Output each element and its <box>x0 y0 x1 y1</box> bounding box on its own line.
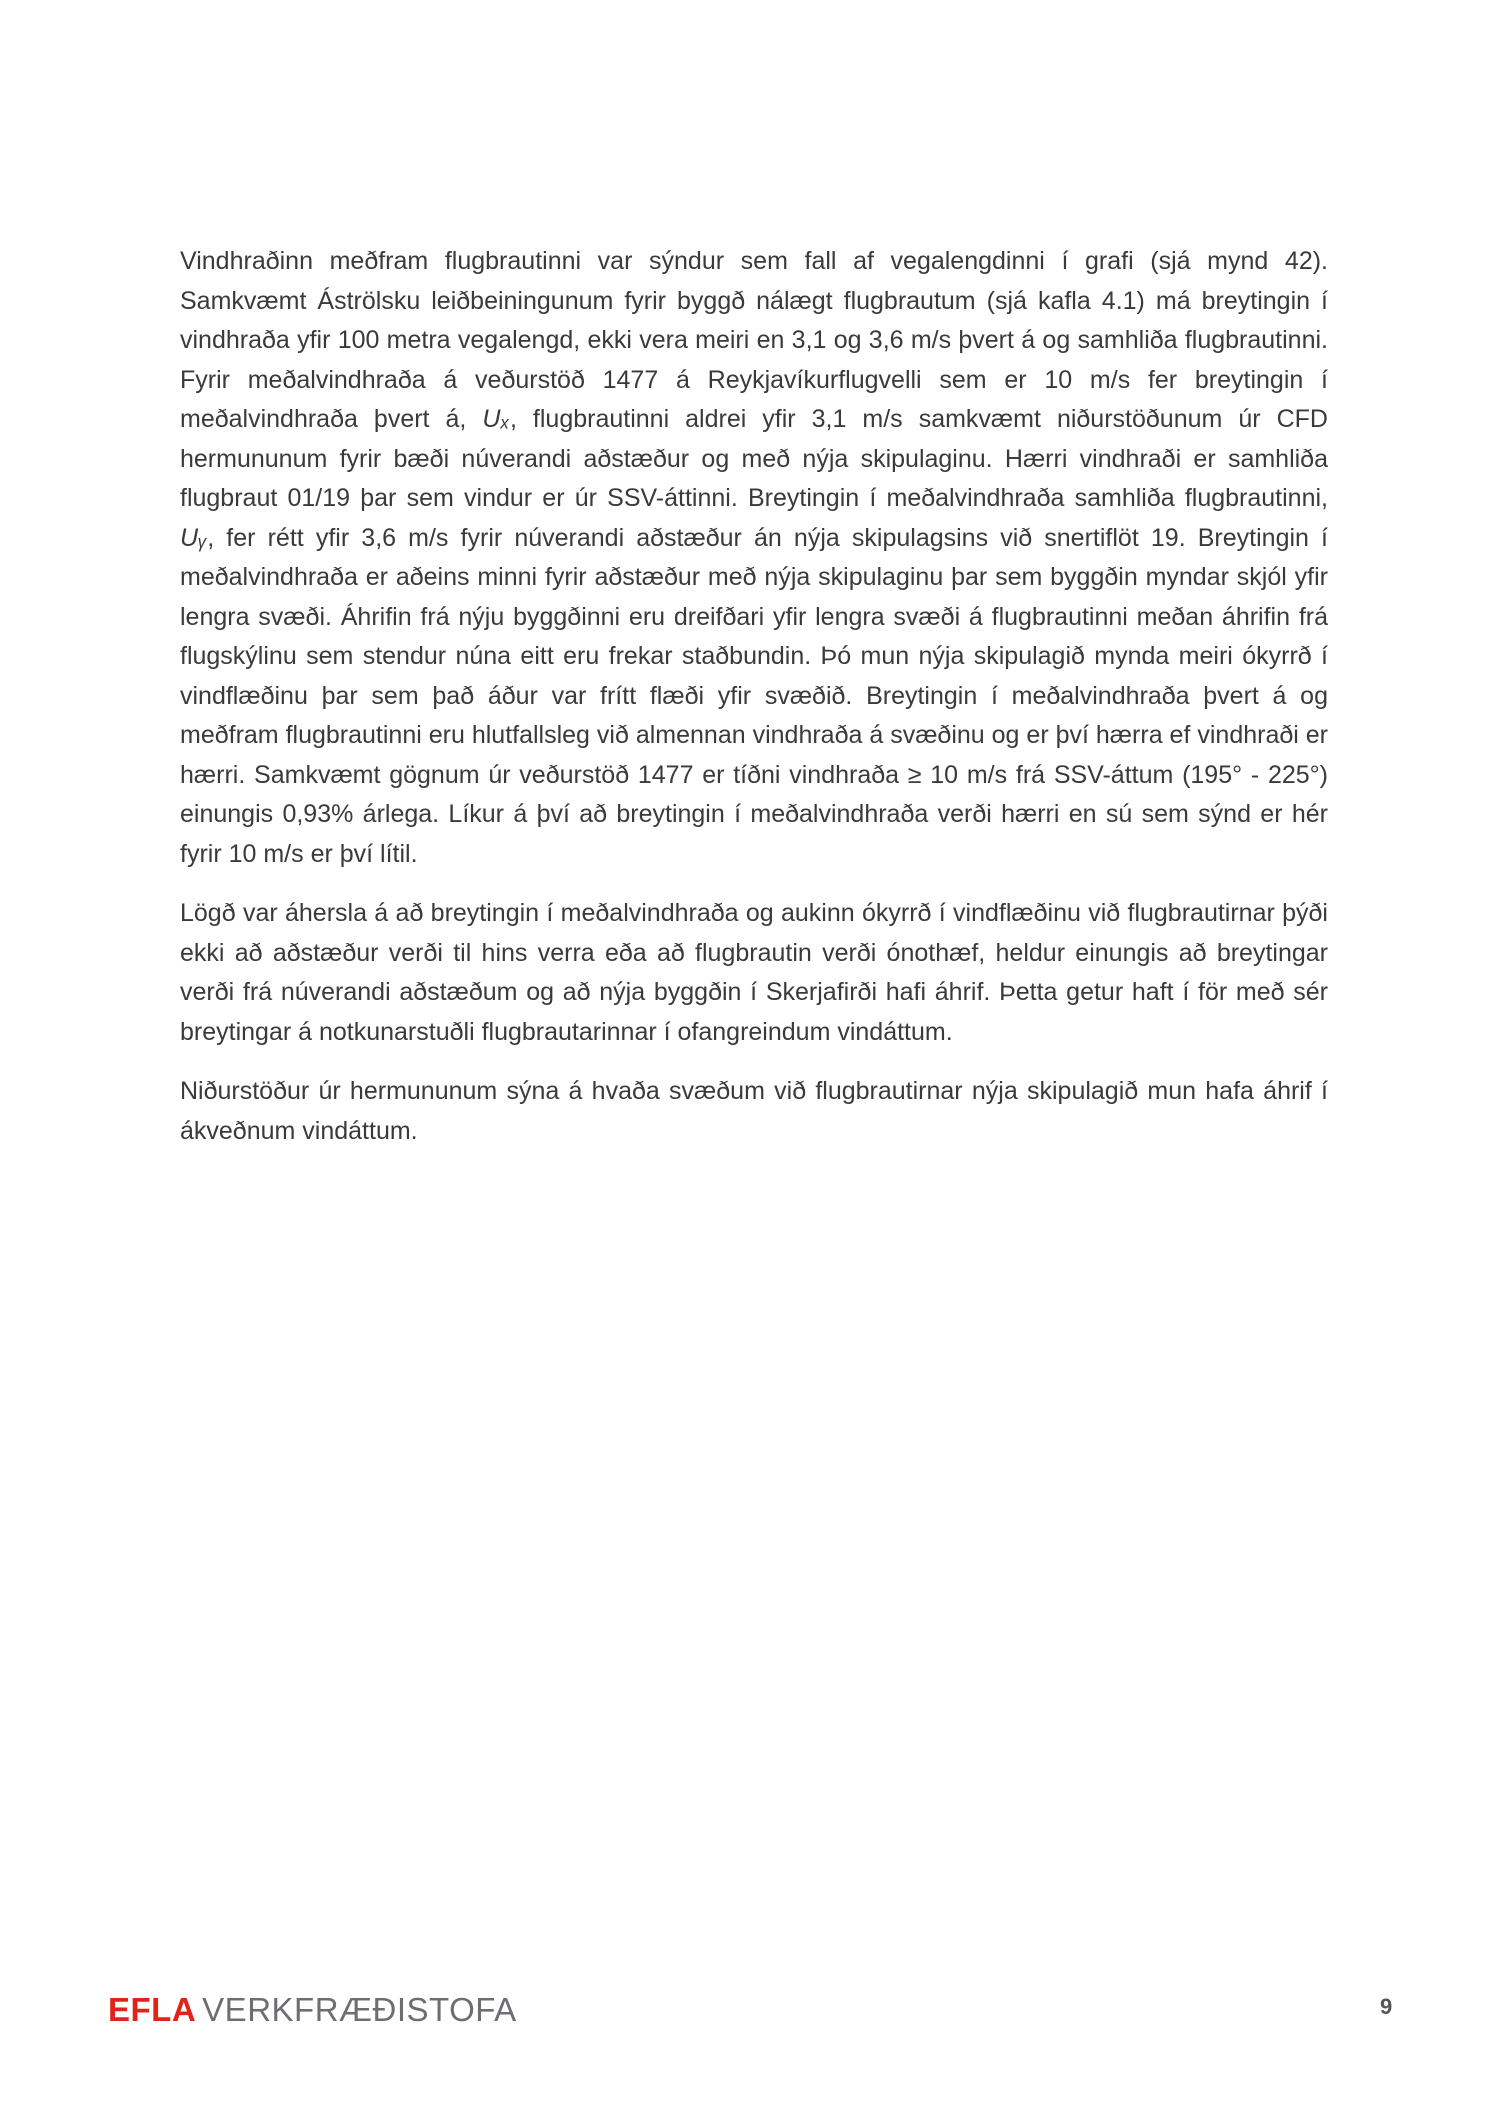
paragraph-text-part2: , flugbrautinni aldrei yfir 3,1 m/s samkvæmt niðurstöðunum úr CFD hermununum fyrir bæði núverandi aðstæður og með nýja skipulaginu. Hærri vindhraði er samhliða flugbraut 01/19 þar sem vindur er úr SSV-áttinni. Breytingin í meðalvindhraða samhliða flugbrautinni, <box>180 405 1328 512</box>
page-number: 9 <box>1380 1994 1393 2019</box>
symbol-uy: Uᵧ <box>180 523 208 552</box>
paragraph-wind-speed-analysis <box>180 242 1328 874</box>
symbol-ux: Uₓ <box>482 405 510 433</box>
document-body <box>180 242 1328 1171</box>
paragraph-text-part1: Vindhraðinn meðfram flugbrautinni var sýndur sem fall af vegalengdinni í grafi (sjá mynd 42). Samkvæmt Áströlsku leiðbeiningunum fyrir byggð nálægt flugbrautum (sjá kafla 4.1) má breytingin í vindhraða yfir 100 metra vegalengd, ekki vera meiri en 3,1 og 3,6 m/s þvert á og samhliða flugbrautinni. Fyrir meðalvindhraða á veðurstöð 1477 á Reykjavíkurflugvelli sem er 10 m/s fer breytingin í meðalvindhraða þvert á, <box>180 247 1328 433</box>
efla-logo <box>108 1990 517 2030</box>
paragraph-results-summary: Niðurstöður úr hermununum sýna á hvaða svæðum við flugbrautirnar nýja skipulagið mun hafa áhrif í ákveðnum vindáttum. <box>180 1077 1328 1145</box>
paragraph-emphasis: Lögð var áhersla á að breytingin í meðalvindhraða og aukinn ókyrrð í vindflæðinu við flugbrautirnar þýði ekki að aðstæður verði til hins verra eða að flugbrautin verði ónothæf, heldur einungis að breytingar verði frá núverandi aðstæðum og að nýja byggðin í Skerjafirði hafi áhrif. Þetta getur haft í för með sér breytingar á notkunarstuðli flugbrautarinnar í ofangreindum vindáttum. <box>180 899 1328 1046</box>
logo-subtitle: VERKFRÆÐISTOFA <box>202 1991 517 2028</box>
page-footer <box>0 1990 1500 2050</box>
logo-brand: EFLA <box>108 1991 197 2028</box>
paragraph-text-part3: , fer rétt yfir 3,6 m/s fyrir núverandi aðstæður án nýja skipulagsins við snertiflöt 19. Breytingin í meðalvindhraða er aðeins minni fyrir aðstæður með nýja skipulaginu þar sem byggðin myndar skjól yfir lengra svæði. Áhrifin frá nýju byggðinni eru dreifðari yfir lengra svæði á flugbrautinni meðan áhrifin frá flugskýlinu sem stendur núna eitt eru frekar staðbundin. Þó mun nýja skipulagið mynda meiri ókyrrð í vindflæðinu þar sem það áður var frítt flæði yfir svæðið. Breytingin í meðalvindhraða þvert á og meðfram flugbrautinni eru hlutfallsleg við almennan vindhraða á svæðinu og er því hærra ef vindhraði er hærri. Samkvæmt gögnum úr veðurstöð 1477 er tíðni vindhraða ≥ 10 m/s frá SSV-áttum (195° - 225°) einungis 0,93% árlega. Líkur á því að breytingin í meðalvindhraða verði hærri en sú sem sýnd er hér fyrir 10 m/s er því lítil. <box>180 523 1328 868</box>
